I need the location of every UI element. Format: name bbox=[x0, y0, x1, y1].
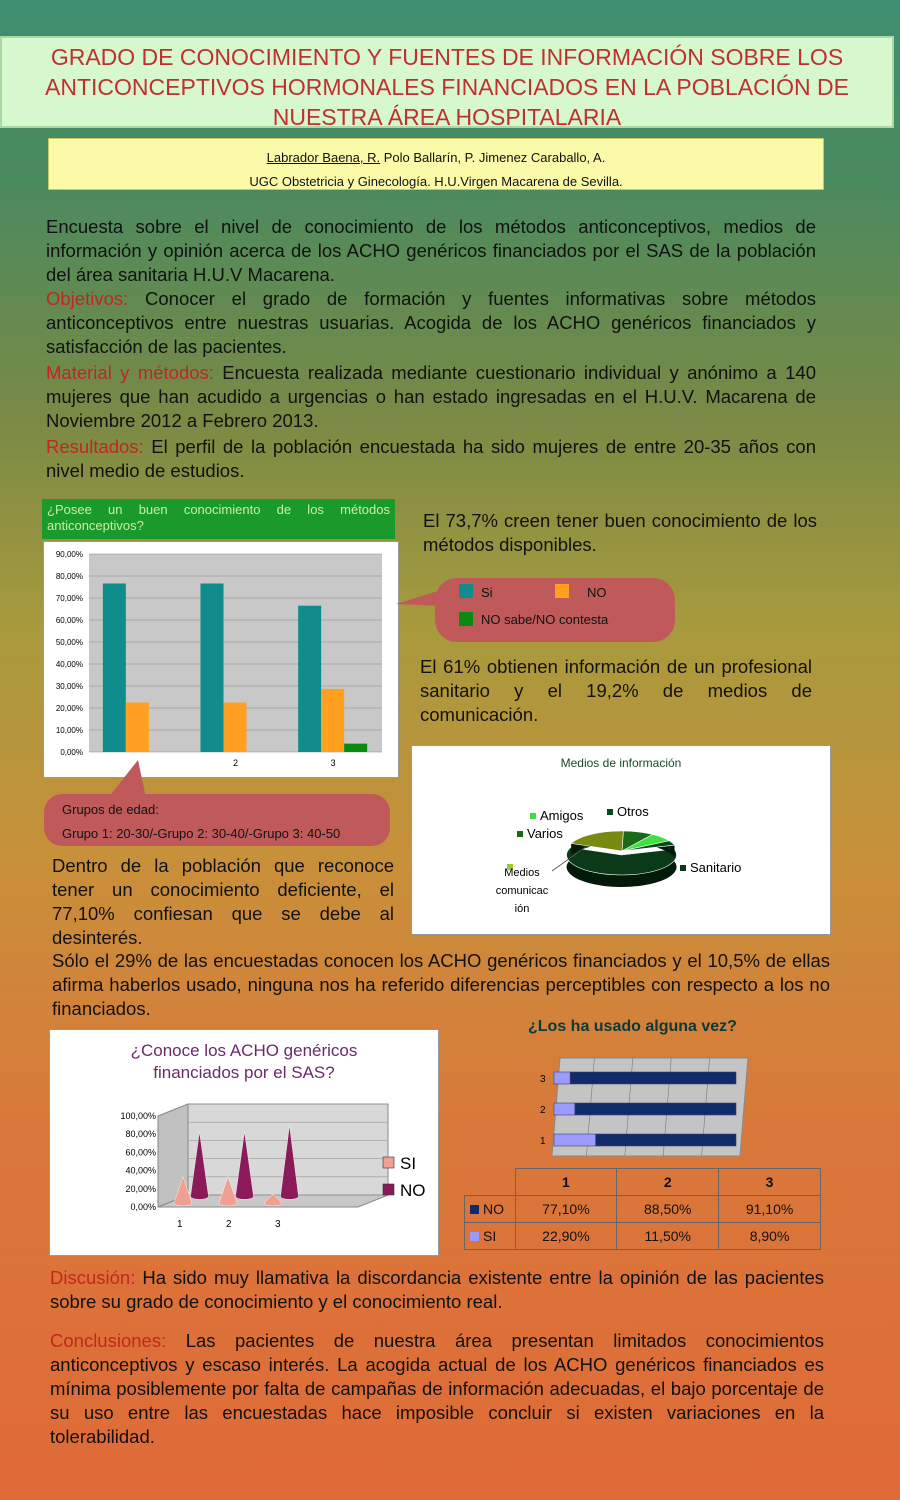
co-authors: Polo Ballarín, P. Jimenez Caraballo, A. bbox=[380, 150, 606, 165]
y-tick-label: 90,00% bbox=[55, 550, 83, 559]
pie-label: Sanitario bbox=[690, 860, 742, 875]
x-tick-label: 2 bbox=[226, 1219, 232, 1230]
y-tick-label: 70,00% bbox=[55, 594, 83, 603]
table-header-cell: 1 bbox=[515, 1169, 617, 1196]
title-line: ANTICONCEPTIVOS HORMONALES FINANCIADOS EN LA POBLACIÓN DE bbox=[45, 74, 849, 100]
bar-no bbox=[126, 703, 149, 753]
media-chart bbox=[411, 745, 831, 935]
table-cell: 88,50% bbox=[617, 1196, 719, 1223]
authors-box bbox=[48, 138, 824, 190]
x-tick-label: 2 bbox=[232, 758, 239, 768]
y-tick-label: 2 bbox=[540, 1105, 546, 1116]
resultados-label: Resultados: bbox=[46, 436, 144, 457]
x-tick-label: 3 bbox=[275, 1219, 281, 1230]
y-tick-label: 20,00% bbox=[125, 1183, 156, 1194]
resultados-text: El perfil de la población encuestada ha sido mujeres de entre 20-35 años con nivel medio de estudios. bbox=[46, 436, 816, 481]
row-label: SI bbox=[483, 1228, 497, 1244]
legend-si: Si bbox=[481, 585, 493, 600]
callout-pointer bbox=[396, 590, 441, 610]
stat2-text: El 61% obtienen información de un profesional sanitario y el 19,2% de medios de comunicación. bbox=[420, 656, 812, 725]
bar-no-sabe-no-contesta bbox=[344, 744, 367, 752]
pie-label: Otros bbox=[617, 804, 649, 819]
groups-text: Grupo 1: 20-30/-Grupo 2: 30-40/-Grupo 3: 40-50 bbox=[62, 826, 341, 841]
table-row bbox=[465, 1223, 821, 1250]
legend-nsnc: NO sabe/NO contesta bbox=[481, 612, 609, 627]
media-pie-chart bbox=[412, 746, 830, 934]
material-text: Encuesta realizada mediante cuestionario individual y anónimo a 140 mujeres que han acudido a urgencias o han estado ingresadas en el H.U.V. Macarena de Noviembre 2012 a Febrero 2013. bbox=[46, 362, 816, 431]
row-label: NO bbox=[483, 1201, 504, 1217]
x-tick-label: 1 bbox=[177, 1219, 183, 1230]
usage-chart-title: ¿Los ha usado alguna vez? bbox=[528, 1018, 737, 1035]
first-author: Labrador Baena, R. bbox=[266, 150, 381, 165]
acho-text: Sólo el 29% de las encuestadas conocen los ACHO genéricos financiados y el 10,5% de ellas afirma haberlos usado, ninguna nos ha referido diferencias perceptibles con respecto a los no financiados. bbox=[52, 950, 830, 1019]
bar-si bbox=[554, 1103, 575, 1115]
objetivos-label: Objetivos: bbox=[46, 288, 129, 309]
y-tick-label: 100,00% bbox=[120, 1111, 156, 1121]
legend-label: SI bbox=[400, 1154, 417, 1173]
legend-no-swatch bbox=[555, 584, 569, 598]
usage-table bbox=[464, 1168, 821, 1250]
table-cell: 91,10% bbox=[719, 1196, 821, 1223]
bar-si bbox=[554, 1134, 596, 1146]
objetivos-text: Conocer el grado de formación y fuentes informativas sobre métodos anticonceptivos entre nuestras usuarias. Acogida de los ACHO genéricos financiados y satisfacción de las pacientes. bbox=[46, 288, 816, 357]
y-tick-label: 60,00% bbox=[55, 616, 83, 625]
discusion-text: Ha sido muy llamativa la discordancia existente entre la opinión de las pacientes sobre su grado de conocimiento y el conocimiento real. bbox=[50, 1267, 824, 1312]
bar-no bbox=[596, 1134, 736, 1146]
bar-si bbox=[298, 606, 321, 752]
legend-callout bbox=[435, 578, 675, 642]
conclusiones-text: Las pacientes de nuestra área presentan limitados conocimientos anticonceptivos y escaso interés. La acogida actual de los ACHO genéricos financiados es mínima posiblemente por falta de campañas de información adecuadas, el bajo porcentaje de su uso entre las encuestadas hace imposible concluir si existen variaciones en la tolerabilidad. bbox=[50, 1330, 824, 1447]
y-tick-label: 20,00% bbox=[55, 704, 83, 713]
title-line: NUESTRA ÁREA HOSPITALARIA bbox=[272, 104, 622, 130]
pie-legend-swatch bbox=[607, 809, 613, 815]
material-label: Material y métodos: bbox=[46, 362, 214, 383]
y-tick-label: 30,00% bbox=[55, 682, 83, 691]
x-tick-label: 3 bbox=[330, 758, 336, 768]
y-tick-label: 40,00% bbox=[125, 1165, 156, 1176]
legend-swatch bbox=[383, 1184, 394, 1195]
bar-si bbox=[201, 583, 224, 752]
pie-label: Amigos bbox=[540, 808, 584, 823]
poster-title bbox=[0, 36, 894, 128]
no-swatch bbox=[470, 1205, 479, 1214]
bar-no bbox=[575, 1103, 736, 1115]
y-tick-label: 50,00% bbox=[55, 638, 83, 647]
legend-label: NO bbox=[400, 1181, 426, 1200]
y-tick-label: 80,00% bbox=[55, 572, 83, 581]
table-cell: 11,50% bbox=[617, 1223, 719, 1250]
si-swatch bbox=[470, 1232, 479, 1241]
stat1-text: El 73,7% creen tener buen conocimiento de los métodos disponibles. bbox=[423, 510, 817, 555]
conclusiones-section bbox=[50, 1329, 824, 1449]
intro-text: Encuesta sobre el nivel de conocimiento de los métodos anticonceptivos, medios de información y opinión acerca de los ACHO genéricos financiados por el SAS de la población del área sanitaria H.U.V Macarena. bbox=[46, 216, 816, 285]
bar-no bbox=[224, 703, 247, 753]
table-row bbox=[465, 1196, 821, 1223]
pie-label-medios: comunicac bbox=[495, 885, 549, 897]
bar-si bbox=[554, 1072, 570, 1084]
legend-no: NO bbox=[587, 585, 607, 600]
discusion-section bbox=[50, 1266, 824, 1314]
pie-label-medios: ión bbox=[514, 903, 530, 915]
y-tick-label: 80,00% bbox=[125, 1129, 156, 1140]
groups-label: Grupos de edad: bbox=[62, 802, 159, 817]
legend-nsnc-swatch bbox=[459, 612, 473, 626]
knowledge-question: ¿Posee un buen conocimiento de los métodos anticonceptivos? bbox=[42, 499, 395, 539]
y-tick-label: 3 bbox=[540, 1074, 546, 1085]
desinteres-text: Dentro de la población que reconoce tener un conocimiento deficiente, el 77,10% confiesan que se debe al desinterés. bbox=[52, 855, 394, 948]
groups-callout bbox=[44, 794, 390, 846]
pie-legend-swatch bbox=[530, 813, 536, 819]
y-tick-label: 40,00% bbox=[55, 660, 83, 669]
intro-section bbox=[46, 215, 816, 483]
legend-swatch bbox=[383, 1157, 394, 1168]
y-tick-label: 0,00% bbox=[60, 748, 83, 757]
y-tick-label: 1 bbox=[540, 1136, 546, 1147]
pie-legend-swatch bbox=[517, 831, 523, 837]
groups-pointer bbox=[108, 760, 148, 798]
title-line: GRADO DE CONOCIMIENTO Y FUENTES DE INFORMACIÓN SOBRE LOS bbox=[50, 44, 844, 70]
discusion-label: Discusión: bbox=[50, 1267, 136, 1288]
table-header-cell: 3 bbox=[719, 1169, 821, 1196]
usage-bar-chart bbox=[510, 1044, 760, 1166]
acho-chart-title: ¿Conoce los ACHO genéricos financiados por el SAS? bbox=[130, 1041, 358, 1082]
pie-title: Medios de información bbox=[560, 756, 682, 770]
y-tick-label: 0,00% bbox=[130, 1202, 156, 1212]
conclusiones-label: Conclusiones: bbox=[50, 1330, 167, 1351]
y-tick-label: 60,00% bbox=[125, 1147, 156, 1158]
knowledge-bar-chart bbox=[44, 542, 398, 777]
pie-legend-swatch bbox=[680, 865, 686, 871]
legend-si-swatch bbox=[459, 584, 473, 598]
table-cell: 77,10% bbox=[515, 1196, 617, 1223]
table-header-row bbox=[465, 1169, 821, 1196]
pie-label: Varios bbox=[527, 826, 563, 841]
pie-label-medios: Medios bbox=[504, 867, 540, 879]
bar-no bbox=[570, 1072, 736, 1084]
acho-knowledge-chart bbox=[49, 1029, 439, 1256]
bar-no bbox=[321, 689, 344, 752]
table-cell: 8,90% bbox=[719, 1223, 821, 1250]
y-tick-label: 10,00% bbox=[55, 726, 83, 735]
affiliation: UGC Obstetricia y Ginecología. H.U.Virgen Macarena de Sevilla. bbox=[249, 174, 623, 189]
bar-si bbox=[103, 583, 126, 752]
knowledge-chart bbox=[43, 541, 399, 778]
table-cell: 22,90% bbox=[515, 1223, 617, 1250]
table-header-cell: 2 bbox=[617, 1169, 719, 1196]
